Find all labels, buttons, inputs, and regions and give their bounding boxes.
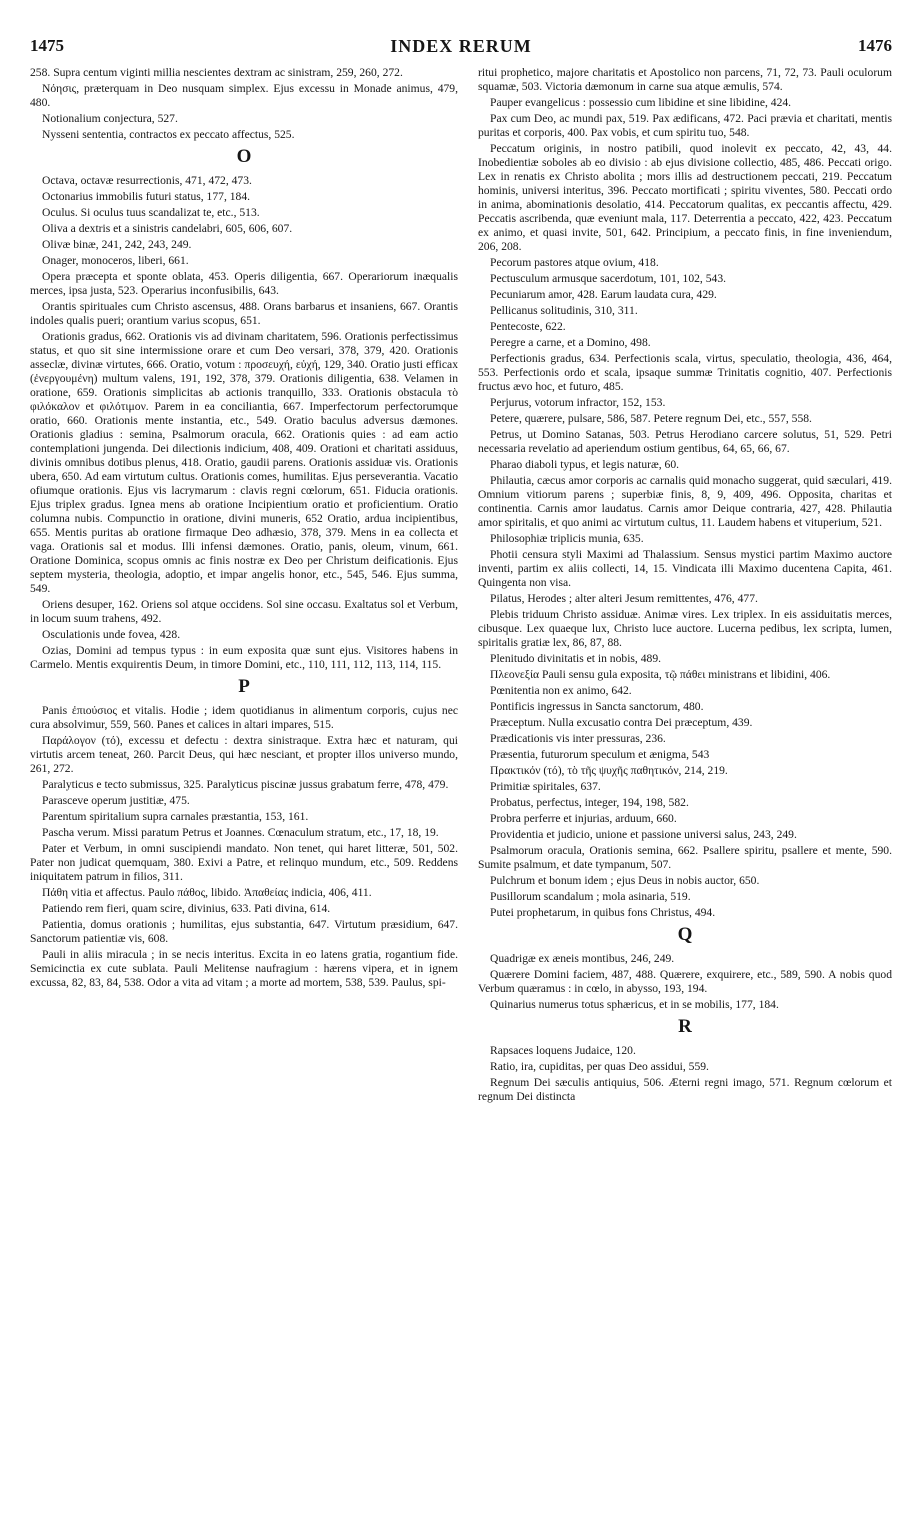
index-entry: Oculus. Si oculus tuus scandalizat te, etc., 513. [42,206,260,219]
page-number-right: 1476 [858,36,892,55]
index-entry: Pilatus, Herodes ; alter alteri Jesum remittentes, 476, 477. [490,592,758,605]
index-entry: Octonarius immobilis futuri status, 177, 184. [42,190,251,203]
index-entry: Orantis spirituales cum Christo ascensus, 488. Orans barbarus et insaniens, 667. Orantis indoles qualis pueri; orantium varius scopus, 651. [30,300,458,327]
index-entry: Orationis gradus, 662. Orationis vis ad divinam charitatem, 596. Orationis perfectissimus status, et quo sit sine intermissione orare et cum Deo versari, 378, 379, 420. Orationis asseclæ, divinæ virtutes, 666. Oratio, votum : προσευχή, εὐχή, 129, 340. Oratio justi efficax (ἐνεργουμένη) multum valens, 191, 192, 378, 379. Orationis diligentia, 638. Velamen in oratione, 659. Orationis simplicitas ab actionis tranquillo, 333. Orationis obstacula τὸ φιλόκαλον et φιλότιμον. Parem in ea conciliantia, 667. Imperfectorum perfectorumque oratio, 660. Orationis mente instantia, etc., 549. Oratio baculus adversus dæmones. Orationis gladius : semina, Psalmorum oracula, 662. Orationis quies : ad eam actio contemplationi jungenda. Dei dilectionis indicium, 408, 409. Orationi et charitati assiduus, divinis omnibus dotibus plenus, 418. Oratio, gaudii parens. Orationis assiduæ vis. Orationis ubera, 650. Ad eam virtutum cultus. Orationis comes, humilitas. Ejus perseverantia. Vacatio ofiumque orationis. Ejus vis lacrymarum : clavis regni cœlorum, 651. Fiducia orationis. Ejus triplex gradus. Ignea mens ab oratione Incipientium oratio et proficientium. Oratio columna nubis. Compunctio in oratione, divini muneris, 652 Oratio, ardua incipientibus, 655. Mentis puritas ab oratione firmaque Deo adhæsio, 378, 379. Mens in ea collecta et vaga. Orationis sal et modus. Illi infensi dæmones. Oratio, panis, oleum, vinum, 661. Oratione Dominica, scopus omnis ac finis nostræ ex Deo per Christum deificationis. Ejus septem mysteria, theologia, adoptio, et impar angelis honor, etc., 545, 546. Ejus summa, 549. [30,330,458,595]
index-entry: Pater et Verbum, in omni suscipiendi mandato. Non tenet, qui haret litteræ, 501, 502. Pater non judicat quemquam, 380. Exivi a Patre, et relinquo mundum, etc., 509. Reddens iniquitatem patrum in filios, 311. [30,842,458,883]
index-entry: Plebis triduum Christo assiduæ. Animæ vires. Lex triplex. In eis assiduitatis merces, cibusque. Lex quaeque lux, Christo luce auctore. Lucerna pedibus, lex scripta, lumen, spiritalis gratiæ lex, 86, 87, 88. [478,608,892,649]
index-entry: Octava, octavæ resurrectionis, 471, 472, 473. [42,174,252,187]
index-entry: Probra perferre et injurias, arduum, 660. [490,812,677,825]
index-entry: Pharao diaboli typus, et legis naturæ, 60. [490,458,680,471]
index-entry: Panis ἐπιούσιος et vitalis. Hodie ; idem quotidianus in alimentum corporis, cujus nec cura absolvimur, 559, 560. Panes et calices in altari impares, 515. [30,704,458,731]
index-entry: Pulchrum et bonum idem ; ejus Deus in nobis auctor, 650. [490,874,760,887]
index-entry: Πλεονεξία Pauli sensu gula exposita, τῷ πάθει ministrans et libidini, 406. [490,668,831,681]
index-entry: Primitiæ spiritales, 637. [490,780,601,793]
index-entry: Ratio, ira, cupiditas, per quas Deo assidui, 559. [490,1060,709,1073]
left-column [30,66,458,992]
index-entry: Πάθη vitia et affectus. Paulo πάθος, libido. Ἀπαθείας indicia, 406, 411. [42,886,372,899]
index-entry: Probatus, perfectus, integer, 194, 198, 582. [490,796,689,809]
index-entry: Opera præcepta et sponte oblata, 453. Operis diligentia, 667. Operariorum inæqualis merces, ipsa justa, 523. Operarius inconfusibilis, 643. [30,270,458,297]
index-entry: Olivæ binæ, 241, 242, 243, 249. [42,238,192,251]
index-entry: Oriens desuper, 162. Oriens sol atque occidens. Sol sine occasu. Exaltatus sol et Verbum, in locum suum trahens, 492. [30,598,458,625]
index-entry: Παράλογον (τό), excessu et defectu : dextra sinistraque. Extra hæc et naturam, qui virtutis arcem teneat, 260. Parcit Deus, qui hæc nesciant, et propter illos universo mundo, 261, 272. [30,734,458,775]
index-entry: Νόησις, præterquam in Deo nusquam simplex. Ejus excessu in Monade animus, 479, 480. [30,82,458,109]
index-entry: 258. Supra centum viginti millia nescientes dextram ac sinistram, 259, 260, 272. [30,66,403,79]
index-entry: Oliva a dextris et a sinistris candelabri, 605, 606, 607. [42,222,293,235]
index-entry: Pontificis ingressus in Sancta sanctorum, 480. [490,700,704,713]
index-entry: Patiendo rem fieri, quam scire, divinius, 633. Pati divina, 614. [42,902,331,915]
index-entry: Psalmorum oracula, Orationis semina, 662. Psallere spiritu, psallere et mente, 590. Sumite psalmum, et date tympanum, 507. [478,844,892,871]
index-entry: Peccatum originis, in nostro patibili, quod inolevit ex peccato, 42, 43, 44. Inobedientiæ soboles ab eo divisio : ab ejus divisione collectio, 485, 486. Peccati origo. Lex in renatis ex Christo abolita ; mors illis ad destructionem peccati, 219. Peccatum hominis, universi interitus, 396. Peccato mortificati ; spiritu viventes, 580. Peccati ordo in anima, abominationis desolatio, 414. Peccatorum qualitas, ex peccantis affectu, 429. Peccatis ascribenda, quæ eveniunt mala, 117. Deterrentia a peccato, 422, 423. Peccatum ex animo, et quasi invite, 501, 642. Principium, a peccato finis, in fine inveniendum, 206, 208. [478,142,892,253]
index-entry: Præceptum. Nulla excusatio contra Dei præceptum, 439. [490,716,753,729]
index-entry: Perfectionis gradus, 634. Perfectionis scala, virtus, speculatio, theologia, 436, 464, 553. Perfectionis ordo et scala, ipsaque summæ Trinitatis cognitio, 407. Perfectionis fructus ævo hoc, et futuro, 485. [478,352,892,393]
index-entry: Providentia et judicio, unione et passione universi salus, 243, 249. [490,828,797,841]
index-entry: Quærere Domini faciem, 487, 488. Quærere, exquirere, etc., 589, 590. A nobis quod Verbum quæramus : in cœlo, in abysso, 193, 194. [478,968,892,995]
page-number-left: 1475 [30,36,64,55]
index-entry: Præsentia, futurorum speculum et ænigma, 543 [490,748,710,761]
index-entry: Pœnitentia non ex animo, 642. [490,684,632,697]
index-entry: Petere, quærere, pulsare, 586, 587. Petere regnum Dei, etc., 557, 558. [490,412,812,425]
index-entry: Notionalium conjectura, 527. [42,112,178,125]
index-entry: Parasceve operum justitiæ, 475. [42,794,190,807]
section-letter-q: Q [677,924,693,945]
index-entry: Plenitudo divinitatis et in nobis, 489. [490,652,662,665]
index-entry: Philosophiæ triplicis munia, 635. [490,532,644,545]
index-entry: Pascha verum. Missi paratum Petrus et Joannes. Cœnaculum stratum, etc., 17, 18, 19. [42,826,439,839]
section-letter-r: R [678,1016,692,1037]
index-entry: Pellicanus solitudinis, 310, 311. [490,304,638,317]
index-entry: Osculationis unde fovea, 428. [42,628,181,641]
index-entry: Paralyticus e tecto submissus, 325. Paralyticus piscinæ jussus grabatum ferre, 478, 479. [42,778,449,791]
index-entry: Quinarius numerus totus sphæricus, et in se mobilis, 177, 184. [490,998,779,1011]
index-entry: Parentum spiritalium supra carnales præstantia, 153, 161. [42,810,309,823]
index-entry: Peregre a carne, et a Domino, 498. [490,336,651,349]
index-entry: Pecorum pastores atque ovium, 418. [490,256,659,269]
index-entry: Perjurus, votorum infractor, 152, 153. [490,396,666,409]
index-entry: Pectusculum armusque sacerdotum, 101, 102, 543. [490,272,727,285]
index-entry: Prædicationis vis inter pressuras, 236. [490,732,666,745]
index-entry: Pax cum Deo, ac mundi pax, 519. Pax ædificans, 472. Paci prævia et charitati, mentis puritas et corporis, 400. Pax vobis, et cum spiritu tuo, 548. [478,112,892,139]
index-entry: Photii censura styli Maximi ad Thalassium. Sensus mystici partim Maximo auctore inventi, partim ex aliis collecti, 14, 15. Vindicata illi Maximo ducentena Capita, 461. Quingenta non visa. [478,548,892,589]
index-entry: Philautia, cæcus amor corporis ac carnalis quid monacho suggerat, quid sæculari, 419. Omnium vitiorum parens ; superbiæ finis, 8, 9, 409, 496. Opposita, charitas et continentia. Carnis amor laudatus. Carnis amor Deique contraria, 427, 428. Philautia amor spiritalis, et quo animi ac virtutum cultus, 11. Laudem habens et vituperium, 521. [478,474,892,529]
index-entry: Quadrigæ ex æneis montibus, 246, 249. [490,952,675,965]
index-entry: Regnum Dei sæculis antiquius, 506. Æterni regni imago, 571. Regnum cœlorum et regnum Dei distincta [478,1076,892,1103]
index-entry: Pauper evangelicus : possessio cum libidine et sine libidine, 424. [490,96,792,109]
index-entry: Patientia, domus orationis ; humilitas, ejus substantia, 647. Virtutum præsidium, 647. Sanctorum patientiæ vis, 608. [30,918,458,945]
index-entry: Pauli in aliis miracula ; in se necis interitus. Excita in eo latens gratia, rogantium fide. Semicinctia ex cute sublata. Pauli Melitense naufragium : hærens vipera, et in ignem excussa, 82, 83, 84, 538. Odor a vita ad vitam ; a morte ad mortem, 538, 539. Paulus, spi- [30,948,458,989]
index-entry: Putei prophetarum, in quibus fons Christus, 494. [490,906,716,919]
right-column [478,66,892,1106]
index-entry: Pusillorum scandalum ; mola asinaria, 519. [490,890,691,903]
index-entry: ritui prophetico, majore charitatis et Apostolico non parcens, 71, 72, 73. Pauli oculorum squamæ, 503. Victoria dæmonum in carne sua atque æmulis, 574. [478,66,892,93]
section-letter-p: P [238,676,250,697]
index-entry: Petrus, ut Domino Satanas, 503. Petrus Herodiano carcere solutus, 51, 529. Petri necessaria revelatio ad aperiendum ostium gentibus, 64, 65, 66, 67. [478,428,892,455]
index-entry: Pentecoste, 622. [490,320,566,333]
index-entry: Πρακτικόν (τό), τὸ τῆς ψυχῆς παθητικόν, 214, 219. [490,764,728,777]
index-entry: Rapsaces loquens Judaice, 120. [490,1044,636,1057]
running-head: INDEX RERUM [390,36,532,56]
index-entry: Pecuniarum amor, 428. Earum laudata cura, 429. [490,288,717,301]
section-letter-o: O [236,146,252,167]
page-header [30,36,892,62]
index-entry: Ozias, Domini ad tempus typus : in eum exposita quæ sunt ejus. Visitores habens in Carmelo. Mentis exquirentis Deum, in timore Domini, etc., 110, 111, 112, 113, 114, 115. [30,644,458,671]
index-entry: Onager, monoceros, liberi, 661. [42,254,189,267]
index-entry: Nysseni sententia, contractos ex peccato affectus, 525. [42,128,295,141]
